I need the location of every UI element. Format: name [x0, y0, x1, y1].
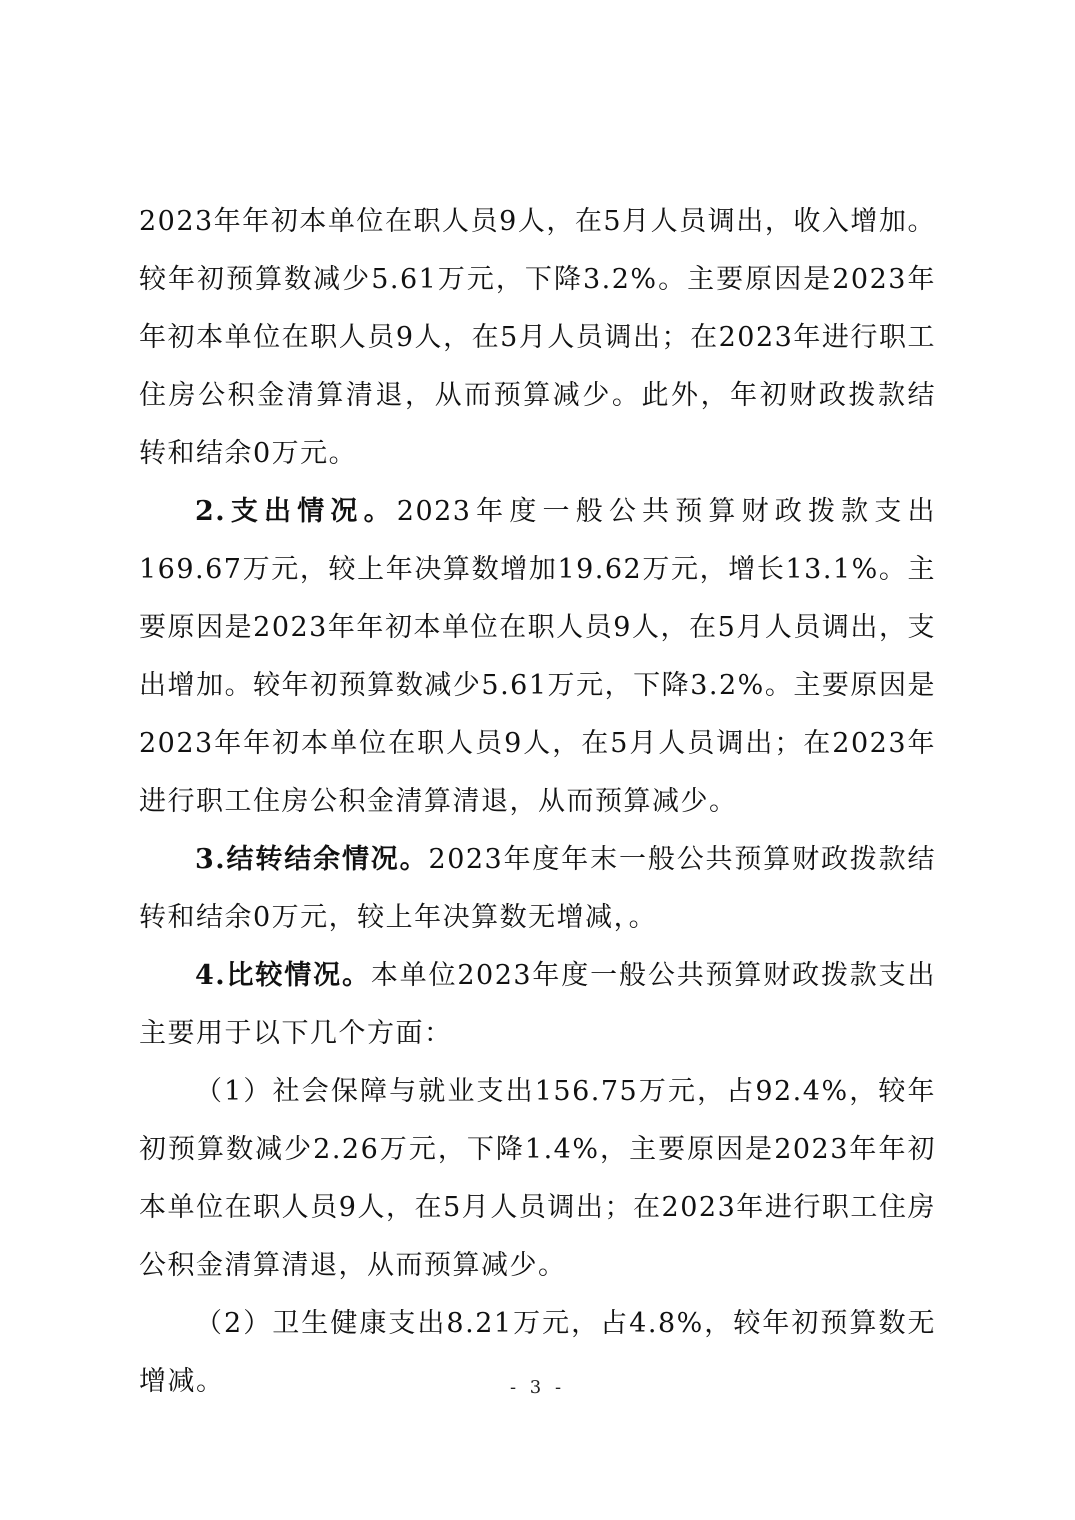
paragraph-text: 本单位2023年度一般公共预算财政拨款支出主要用于以下几个方面： — [139, 960, 937, 1049]
paragraph-text: 2023年度一般公共预算财政拨款支出169.67万元，较上年决算数增加19.62万元，增长13.1%。主要原因是2023年年初本单位在职人员9人，在5月人员调出，支出增加。较年初预算数减少5.61万元，下降3.2%。主要原因是2023年年初本单位在职人员9人，在5月人员调出；在2023年进行职工住房公积金清算清退，从而预算减少。 — [139, 496, 936, 817]
page-number: - 3 - — [509, 1377, 566, 1398]
section-heading-expenditure: 2.支出情况。 — [195, 496, 397, 527]
paragraph-text: 2023年年初本单位在职人员9人，在5月人员调出，收入增加。较年初预算数减少5.61万元，下降3.2%。主要原因是2023年年初本单位在职人员9人，在5月人员调出；在2023年进行职工住房公积金清算清退，从而预算减少。此外，年初财政拨款结转和结余0万元。 — [139, 206, 936, 469]
paragraph-expenditure — [139, 483, 936, 831]
paragraph-text: （1）社会保障与就业支出156.75万元，占92.4%，较年初预算数减少2.26万元，下降1.4%，主要原因是2023年年初本单位在职人员9人，在5月人员调出；在2023年进行职工住房公积金清算清退，从而预算减少。 — [139, 1076, 936, 1281]
document-body — [139, 193, 936, 1411]
paragraph-item-1 — [139, 1063, 936, 1295]
section-heading-comparison: 4.比较情况。 — [195, 960, 371, 991]
paragraph-carryover — [139, 831, 936, 947]
section-heading-carryover: 3.结转结余情况。 — [195, 844, 429, 875]
paragraph-comparison — [139, 947, 936, 1063]
paragraph-text: （2）卫生健康支出8.21万元，占4.8%，较年初预算数无增减。 — [139, 1308, 936, 1397]
paragraph-text: 2023年度年末一般公共预算财政拨款结转和结余0万元，较上年决算数无增减，。 — [139, 844, 937, 933]
paragraph-income-continuation — [139, 193, 936, 483]
